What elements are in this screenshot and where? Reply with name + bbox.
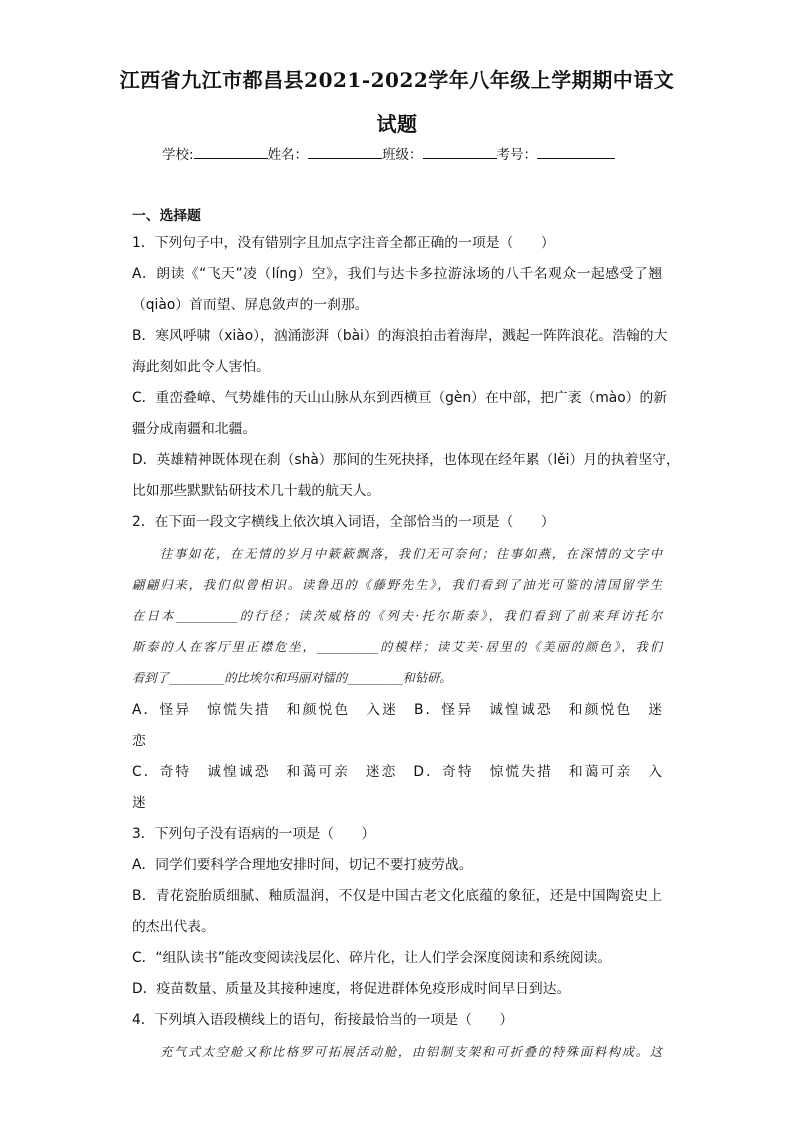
- question-1-option-b: B．寒风呼啸（xiào），汹涌澎湃（bài）的海浪拍击着海岸，溅起一阵阵浪花。浩翰的大: [132, 328, 668, 344]
- class-label: 班级：: [382, 147, 423, 163]
- question-2-option-a: A．怪异 惊慌失措 和颜悦色 入迷: [132, 702, 399, 718]
- exam-number-label: 考号：: [496, 147, 538, 163]
- name-label: 姓名：: [267, 147, 309, 163]
- section-heading: 一、选择题: [132, 208, 201, 224]
- question-3-option-a: A．同学们要科学合理地安排时间，切记不要打疲劳战。: [132, 857, 473, 873]
- question-1-stem: 1．下列句子中，没有错别字且加点字注音全都正确的一项是（ ）: [132, 235, 555, 251]
- question-2-option-c: C．奇特 诚惶诚恐 和蔼可亲 迷恋: [132, 764, 398, 780]
- question-2-options-ab: [132, 700, 662, 720]
- question-2-passage-line: 在日本__________的行径；读茨威格的《列夫·托尔斯泰》，我们看到了前来拜访托尔: [132, 609, 662, 623]
- question-1-option-b-cont: 海此刻如此令人害怕。: [132, 359, 270, 375]
- question-2-passage-line: 看到了_________的比埃尔和玛丽对镭的_________和钻研。: [132, 671, 452, 685]
- exam-title-line1: 江西省九江市都昌县2021-2022学年八年级上学期期中语文: [119, 68, 675, 92]
- question-3-option-b: B．青花瓷胎质细腻、釉质温润，不仅是中国古老文化底蕴的象征，还是中国陶瓷史上: [132, 888, 662, 904]
- question-1-option-a: A．朗读《“飞天”凌（líng）空》，我们与达卡多拉游泳场的八千名观众一起感受了翘: [132, 266, 662, 282]
- question-2-passage-line: 翩翩归来，我们似曾相识。读鲁迅的《藤野先生》，我们看到了油光可鉴的清国留学生: [132, 578, 662, 592]
- question-2-option-b-cont: 恋: [132, 733, 146, 749]
- question-4-stem: 4．下列填入语段横线上的语句，衔接最恰当的一项是（ ）: [132, 1012, 514, 1028]
- question-3-option-c: C．“组队读书”能改变阅读浅层化、碎片化，让人们学会深度阅读和系统阅读。: [132, 950, 612, 966]
- school-label: 学校:: [162, 147, 194, 163]
- question-2-options-cd: [132, 762, 662, 782]
- question-3-option-b-cont: 的杰出代表。: [132, 919, 215, 935]
- question-2-option-d: D．奇特 惊慌失措 和蔼可亲 入: [413, 764, 663, 780]
- class-blank[interactable]: [423, 144, 497, 159]
- question-3-stem: 3．下列句子没有语病的一项是（ ）: [132, 826, 376, 842]
- school-blank[interactable]: [194, 144, 268, 159]
- question-1-option-a-cont: （qiào）首而望、屏息敛声的一刹那。: [132, 297, 369, 313]
- question-2-option-b: B．怪异 诚惶诚恐 和颜悦色 迷: [413, 702, 663, 718]
- question-3-option-d: D．疫苗数量、质量及其接种速度，将促进群体免疫形成时间早日到达。: [132, 981, 571, 997]
- exam-number-blank[interactable]: [537, 144, 615, 159]
- question-1-option-c-cont: 疆分成南疆和北疆。: [132, 421, 257, 437]
- question-2-passage-line: 斯泰的人在客厅里正襟危坐，__________的模样；读艾芙·居里的《美丽的颜色》，我们: [132, 640, 662, 654]
- question-2-option-d-cont: 迷: [132, 795, 146, 811]
- question-1-option-c: C．重峦叠嶂、气势雄伟的天山山脉从东到西横亘（gèn）在中部，把广袤（mào）的新: [132, 390, 668, 406]
- question-1-option-d: D．英雄精神既体现在刹（shà）那间的生死抉择，也体现在经年累（lěi）月的执着坚守，: [132, 452, 680, 468]
- question-2-stem: 2．在下面一段文字横线上依次填入词语，全部恰当的一项是（ ）: [132, 514, 555, 530]
- exam-title-line2: 试题: [376, 112, 418, 136]
- question-1-option-d-cont: 比如那些默默钻研技术几十载的航天人。: [132, 483, 381, 499]
- question-2-passage-line: 往事如花，在无情的岁月中簌簌飘落，我们无可奈何；往事如燕，在深情的文字中: [160, 547, 662, 561]
- question-4-passage-line: 充气式太空舱又称比格罗可拓展活动舱，由铝制支架和可折叠的特殊面料构成。这: [160, 1045, 662, 1059]
- name-blank[interactable]: [308, 144, 382, 159]
- student-info-row: [162, 144, 615, 165]
